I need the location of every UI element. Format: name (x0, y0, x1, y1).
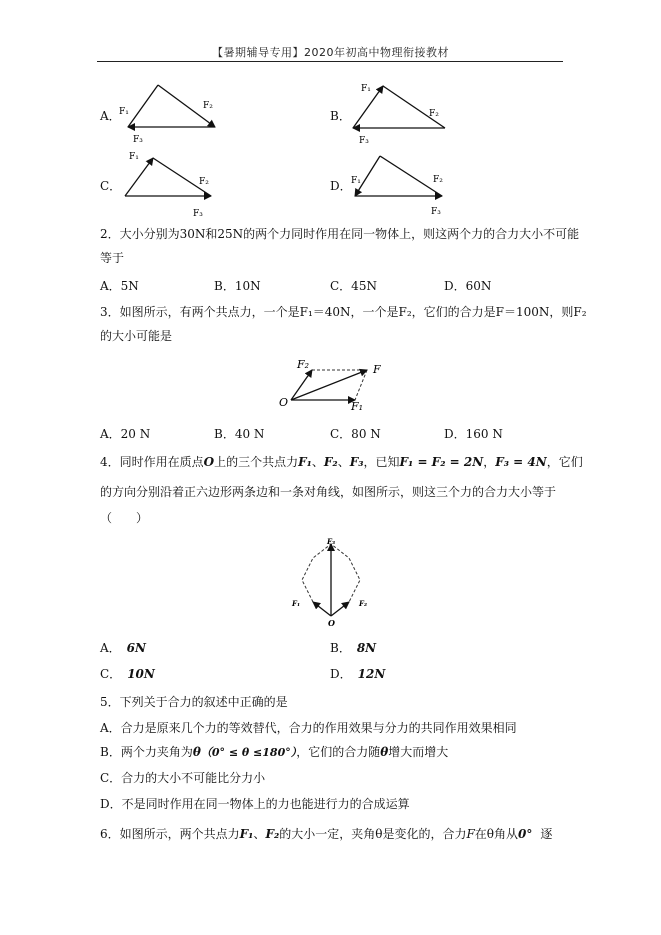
q4-eq1: F₁ = F₂ = 2N (399, 455, 484, 469)
q1-d-f1-label: F₁ (351, 176, 361, 186)
q5-option-b: B．两个力夹角为θ（0° ≤ θ ≤180°），它们的合力随θ增大而增大 (100, 745, 449, 759)
q6-stem-line1: 6．如图所示，两个共点力F₁、F₂的大小一定，夹角θ是变化的，合力F在θ角从0° 逐 (100, 827, 553, 841)
q1-a-f2-label: F₂ (203, 101, 213, 111)
q4-text-b: 上的三个共点力 (214, 455, 299, 469)
header-rule (97, 61, 563, 62)
q4-point-o: O (203, 455, 215, 469)
page-header: 【暑期辅导专用】2020年初高中物理衔接教材 (212, 46, 449, 59)
q4-option-b: B． 8N (330, 641, 377, 655)
q4-f2: F₂ (323, 455, 338, 469)
q4-sep1: 、 (311, 455, 324, 469)
q1-c-f2-label: F₂ (199, 177, 209, 187)
q4-hexagon-diagram (285, 536, 377, 628)
q1-option-a-letter: A． (100, 109, 121, 123)
q3-option-b: B．40 N (214, 427, 265, 441)
q5-stem: 5．下列关于合力的叙述中正确的是 (100, 695, 288, 709)
q2-option-d: D．60N (444, 279, 492, 293)
q1-option-c-letter: C． (100, 179, 122, 193)
q3-f2-label: F₂ (297, 358, 310, 371)
q4-f1: F₁ (298, 455, 312, 469)
q3-f-label: F (373, 363, 381, 376)
q1-option-b-letter: B． (330, 109, 351, 123)
q4-fig-f1-label: F₁ (292, 599, 301, 608)
q1-b-f3-label: F₃ (359, 136, 369, 146)
q1-b-f1-label: F₁ (361, 84, 371, 94)
q4-sep2: 、 (337, 455, 350, 469)
q5-option-d: D．不是同时作用在同一物体上的力也能进行力的合成运算 (100, 797, 410, 811)
q4-fig-f2-label: F₂ (359, 599, 368, 608)
q4-f3: F₃ (349, 455, 364, 469)
q3-option-a: A．20 N (100, 427, 151, 441)
q4-fig-o-label: O (328, 618, 335, 628)
q3-stem-line2: 的大小可能是 (100, 329, 173, 343)
q4-text-d: ， (483, 455, 496, 469)
q1-c-f1-label: F₁ (129, 152, 139, 162)
q1-c-f3-label: F₃ (193, 209, 203, 219)
q1-option-d-diagram (345, 150, 455, 220)
q3-option-c: C．80 N (330, 427, 381, 441)
q2-option-c: C．45N (330, 279, 377, 293)
q4-stem-line2: 的方向分别沿着正六边形两条边和一条对角线，如图所示，则这三个力的合力大小等于 (100, 485, 557, 499)
q1-b-f2-label: F₂ (429, 109, 439, 119)
q2-option-a: A．5N (100, 279, 139, 293)
q4-option-c: C． 10N (100, 667, 155, 681)
q1-option-d-letter: D． (330, 179, 352, 193)
q4-stem-line3: （ ） (100, 511, 149, 525)
q4-text-c: ，已知 (363, 455, 400, 469)
q1-a-f1-label: F₁ (119, 107, 129, 117)
q2-stem-line2: 等于 (100, 251, 125, 265)
q2-option-b: B．10N (214, 279, 261, 293)
q1-d-f3-label: F₃ (431, 207, 441, 217)
q1-a-f3-label: F₃ (133, 135, 143, 145)
q4-option-d: D． 12N (330, 667, 386, 681)
q5-option-c: C．合力的大小不可能比分力小 (100, 771, 266, 785)
q1-option-b-diagram (345, 80, 455, 148)
q4-text-a: 4．同时作用在质点 (100, 455, 204, 469)
q4-eq2: F₃ = 4N (495, 455, 547, 469)
q4-option-a: A． 6N (100, 641, 146, 655)
q3-parallelogram-diagram (275, 352, 390, 414)
q3-option-d: D．160 N (444, 427, 503, 441)
q3-stem-line1: 3．如图所示，有两个共点力，一个是F₁＝40N，一个是F₂，它们的合力是F＝100N，则F₂ (100, 305, 587, 319)
q4-stem-line1 (100, 454, 583, 470)
q2-stem-line1: 2．大小分别为30N和25N的两个力同时作用在同一物体上，则这两个力的合力大小不可能 (100, 227, 580, 241)
q1-option-a-diagram (115, 82, 225, 147)
q1-d-f2-label: F₂ (433, 175, 443, 185)
q4-fig-f3-label: F₃ (327, 537, 336, 546)
q5-option-a: A．合力是原来几个力的等效替代，合力的作用效果与分力的共同作用效果相同 (100, 721, 517, 735)
q4-text-e: ，它们 (546, 455, 583, 469)
q1-option-c-diagram (115, 150, 225, 220)
q3-o-label: O (279, 396, 289, 409)
q3-f1-label: F₁ (351, 400, 364, 413)
